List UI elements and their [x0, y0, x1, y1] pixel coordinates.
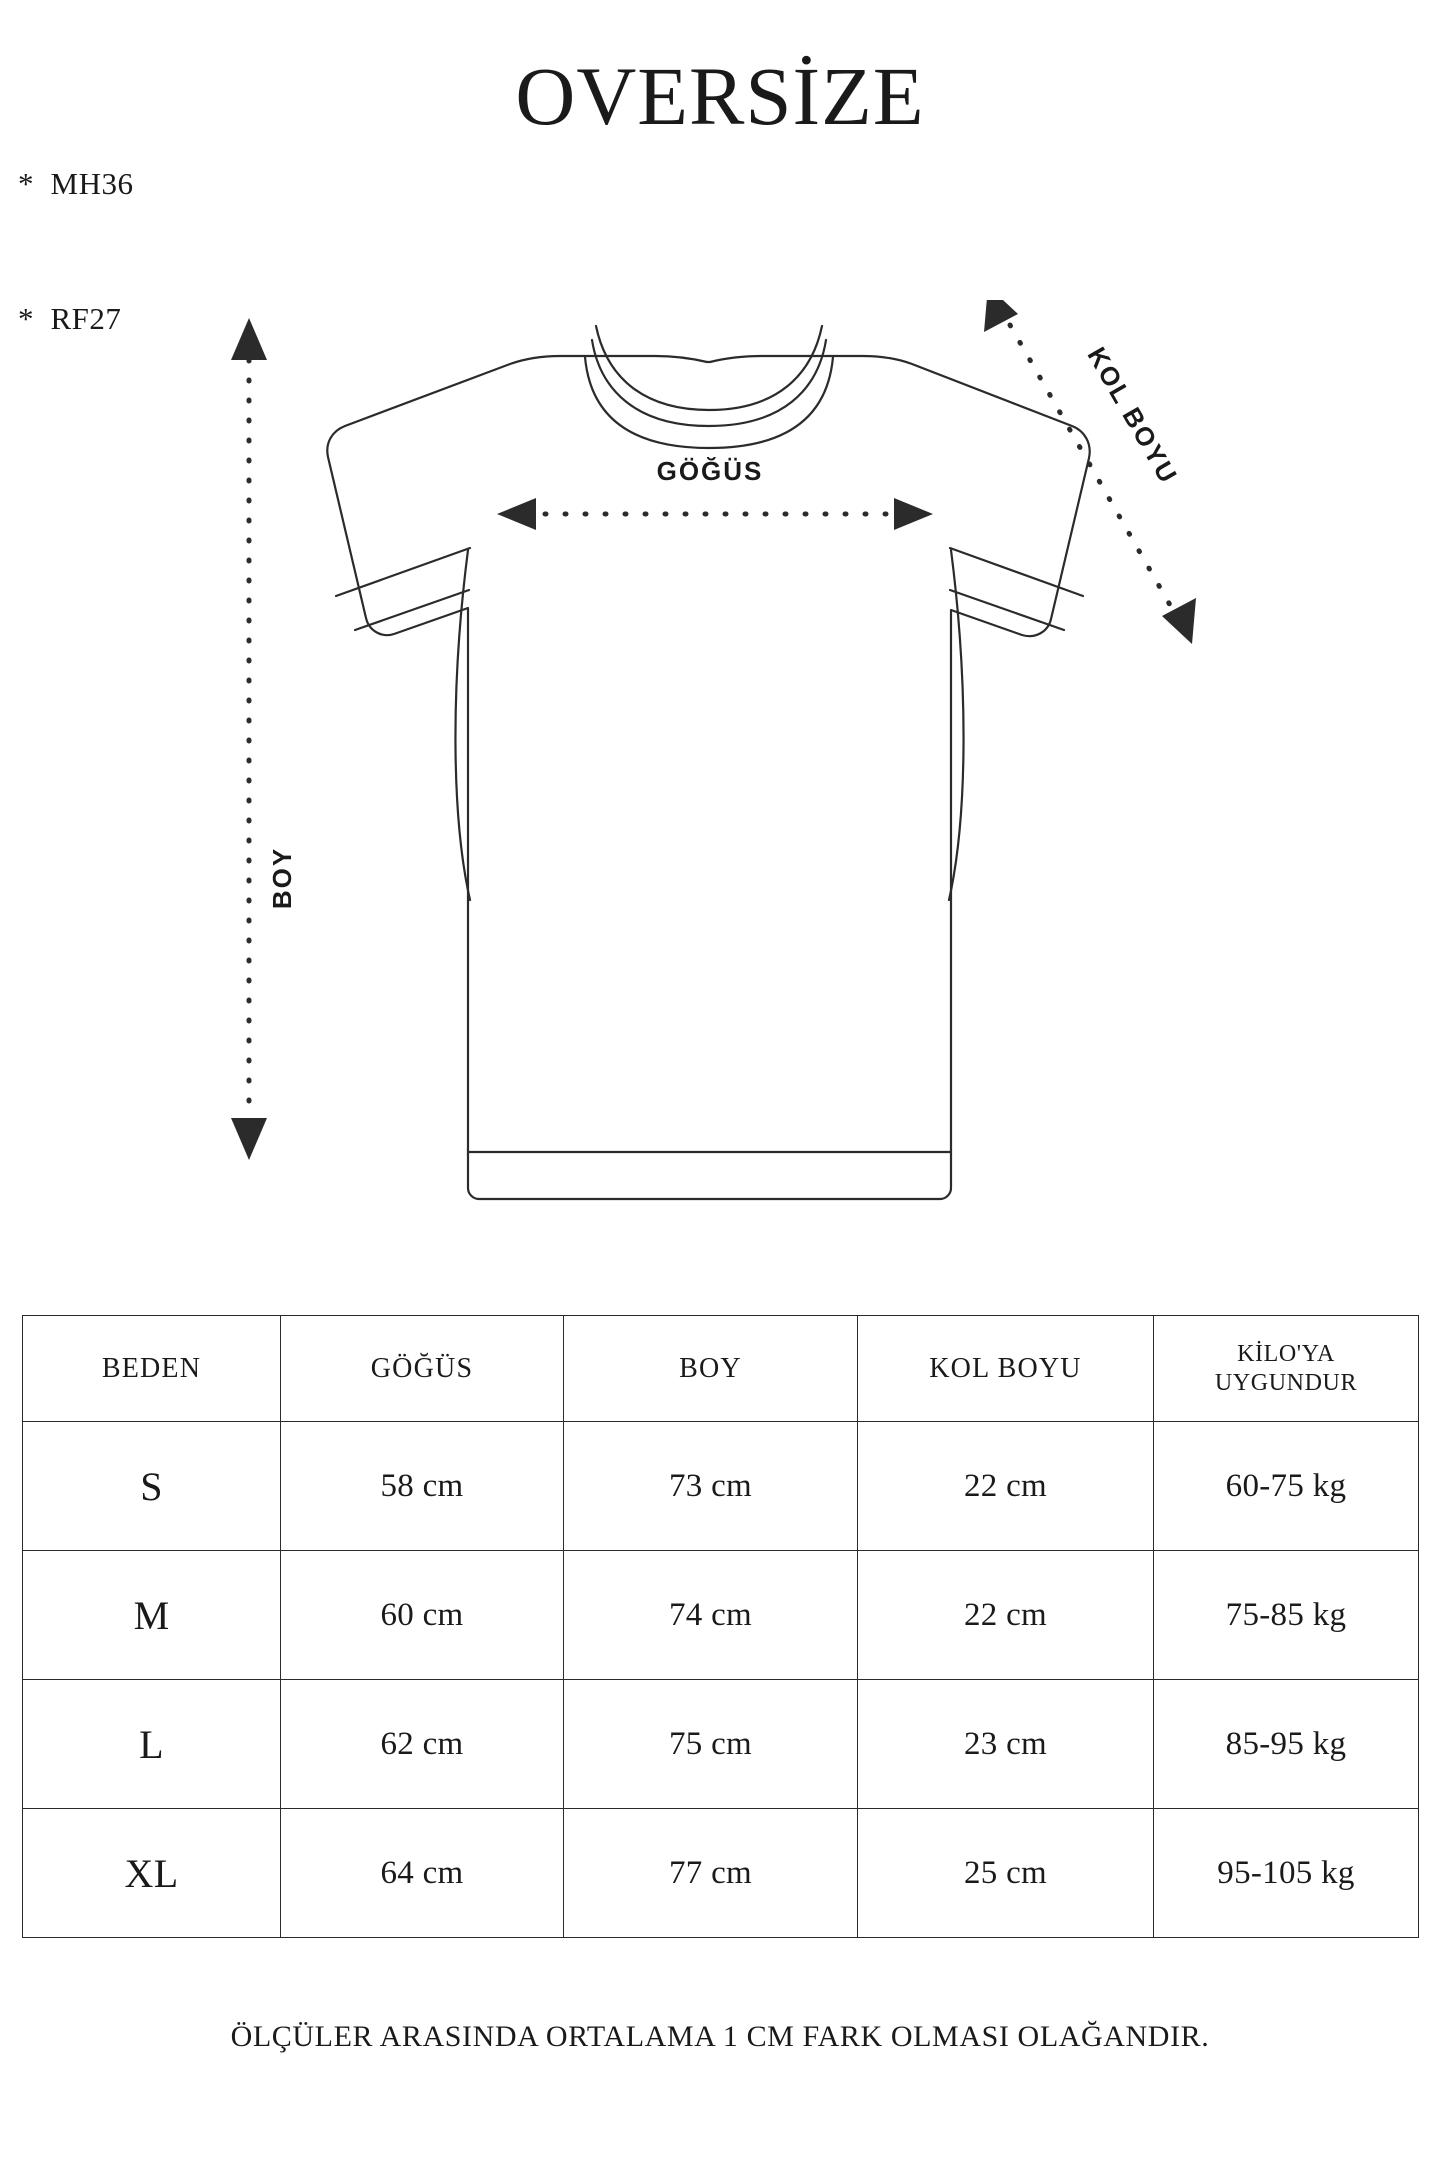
- tshirt-diagram: [0, 300, 1440, 1280]
- column-header-kilo: [1154, 1316, 1419, 1422]
- length-measure-arrow: [231, 318, 267, 1160]
- table-row: [23, 1422, 1419, 1551]
- cell-gogus: 58 cm: [281, 1422, 564, 1551]
- chest-label: GÖĞÜS: [656, 456, 764, 486]
- column-header-kilo-line2: UYGUNDUR: [1214, 1369, 1358, 1396]
- product-code-2: * RF27: [18, 300, 122, 336]
- cell-beden: L: [23, 1680, 281, 1809]
- chest-measure-arrow: [497, 498, 933, 530]
- column-header-kol-boyu: KOL BOYU: [858, 1316, 1154, 1422]
- table-header-row: [23, 1316, 1419, 1422]
- column-header-beden: BEDEN: [23, 1316, 281, 1422]
- cell-gogus: 62 cm: [281, 1680, 564, 1809]
- product-code-1: * MH36: [18, 165, 134, 201]
- length-label: BOY: [267, 846, 297, 910]
- cell-kilo: 60-75 kg: [1154, 1422, 1419, 1551]
- table-row: [23, 1680, 1419, 1809]
- table-row: [23, 1551, 1419, 1680]
- column-header-gogus: GÖĞÜS: [281, 1316, 564, 1422]
- size-table: [22, 1315, 1419, 1938]
- sleeve-label: KOL BOYU: [1081, 341, 1184, 490]
- column-header-kilo-line1: KİLO'YA: [1237, 1341, 1335, 1368]
- cell-kol: 25 cm: [858, 1809, 1154, 1938]
- cell-boy: 75 cm: [564, 1680, 858, 1809]
- page-title: OVERSİZE: [515, 50, 925, 142]
- footer-note: ÖLÇÜLER ARASINDA ORTALAMA 1 CM FARK OLMASI OLAĞANDIR.: [230, 2020, 1210, 2053]
- cell-kol: 22 cm: [858, 1551, 1154, 1680]
- cell-kol: 22 cm: [858, 1422, 1154, 1551]
- cell-kilo: 75-85 kg: [1154, 1551, 1419, 1680]
- cell-gogus: 60 cm: [281, 1551, 564, 1680]
- cell-beden: M: [23, 1551, 281, 1680]
- cell-kilo: 95-105 kg: [1154, 1809, 1419, 1938]
- cell-gogus: 64 cm: [281, 1809, 564, 1938]
- cell-beden: S: [23, 1422, 281, 1551]
- cell-boy: 77 cm: [564, 1809, 858, 1938]
- header: [0, 0, 1440, 336]
- cell-kilo: 85-95 kg: [1154, 1680, 1419, 1809]
- cell-boy: 74 cm: [564, 1551, 858, 1680]
- table-row: [23, 1809, 1419, 1938]
- cell-boy: 73 cm: [564, 1422, 858, 1551]
- cell-beden: XL: [23, 1809, 281, 1938]
- column-header-boy: BOY: [564, 1316, 858, 1422]
- cell-kol: 23 cm: [858, 1680, 1154, 1809]
